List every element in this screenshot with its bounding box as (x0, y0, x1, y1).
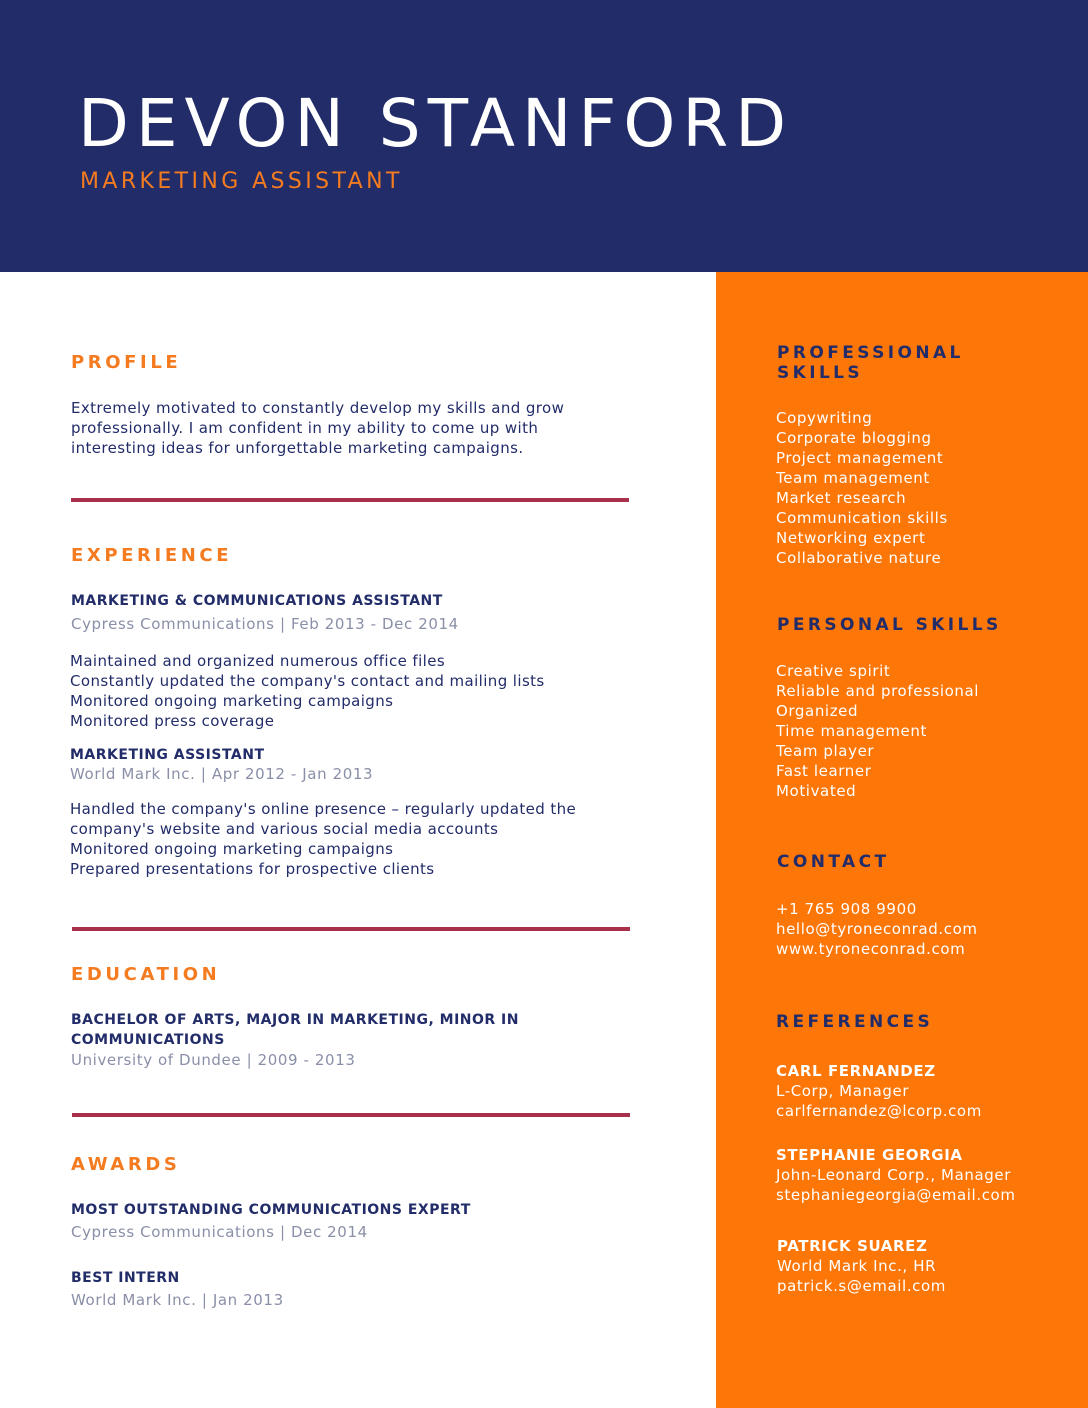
skill-item: Time management (776, 722, 927, 740)
award-meta: Cypress Communications | Dec 2014 (71, 1223, 368, 1241)
job-title: MARKETING & COMMUNICATIONS ASSISTANT (71, 593, 443, 609)
job-duty: Monitored ongoing marketing campaigns (70, 840, 394, 858)
reference-email[interactable]: carlfernandez@lcorp.com (776, 1102, 982, 1120)
contact-heading: CONTACT (777, 852, 890, 872)
contact-website[interactable]: www.tyroneconrad.com (776, 940, 966, 958)
skill-item: Networking expert (776, 529, 926, 547)
skill-item: Market research (776, 489, 907, 507)
award-title: MOST OUTSTANDING COMMUNICATIONS EXPERT (71, 1202, 471, 1218)
reference-role: John-Leonard Corp., Manager (776, 1166, 1012, 1184)
contact-list (776, 899, 978, 959)
section-divider (72, 927, 630, 931)
section-divider (72, 1113, 630, 1117)
reference-email[interactable]: patrick.s@email.com (777, 1277, 947, 1295)
award-meta: World Mark Inc. | Jan 2013 (71, 1291, 284, 1309)
reference-entry (776, 1061, 982, 1121)
job-duties (70, 799, 576, 879)
skill-item: Creative spirit (776, 662, 891, 680)
skill-item: Motivated (776, 782, 857, 800)
skill-item: Communication skills (776, 509, 948, 527)
candidate-role: MARKETING ASSISTANT (80, 169, 403, 194)
main-column (0, 272, 716, 1408)
sidebar-column (716, 272, 1088, 1408)
job-duties (70, 651, 545, 731)
job-duty: Maintained and organized numerous office files (70, 652, 446, 670)
reference-name: CARL FERNANDEZ (776, 1062, 936, 1080)
skill-item: Organized (776, 702, 859, 720)
job-duty: Constantly updated the company's contact and mailing lists (70, 672, 545, 690)
profile-text (71, 398, 564, 458)
candidate-name: DEVON STANFORD (78, 85, 794, 162)
heading-line: PROFESSIONAL (777, 343, 964, 363)
reference-entry (777, 1236, 946, 1296)
job-title: MARKETING ASSISTANT (70, 747, 265, 763)
skill-item: Fast learner (776, 762, 872, 780)
reference-role: L-Corp, Manager (776, 1082, 910, 1100)
job-meta: Cypress Communications | Feb 2013 - Dec 2014 (71, 615, 459, 633)
section-divider (71, 498, 629, 502)
experience-heading: EXPERIENCE (71, 545, 233, 566)
heading-line: SKILLS (777, 363, 864, 383)
skill-item: Copywriting (776, 409, 873, 427)
professional-skills-list (776, 408, 948, 568)
profile-line: professionally. I am confident in my ability to come up with (71, 419, 539, 437)
reference-entry (776, 1145, 1016, 1205)
reference-email[interactable]: stephaniegeorgia@email.com (776, 1186, 1016, 1204)
job-duty: Monitored ongoing marketing campaigns (70, 692, 394, 710)
skill-item: Collaborative nature (776, 549, 942, 567)
personal-skills-heading: PERSONAL SKILLS (777, 615, 1002, 635)
reference-role: World Mark Inc., HR (777, 1257, 937, 1275)
contact-email[interactable]: hello@tyroneconrad.com (776, 920, 978, 938)
degree-title: COMMUNICATIONS (71, 1032, 225, 1048)
profile-heading: PROFILE (71, 352, 182, 373)
job-meta: World Mark Inc. | Apr 2012 - Jan 2013 (70, 765, 374, 783)
job-duty: Prepared presentations for prospective clients (70, 860, 435, 878)
job-duty: company's website and various social media accounts (70, 820, 499, 838)
degree-title: BACHELOR OF ARTS, MAJOR IN MARKETING, MINOR IN (71, 1012, 519, 1028)
profile-line: interesting ideas for unforgettable marketing campaigns. (71, 439, 524, 457)
reference-name: STEPHANIE GEORGIA (776, 1146, 963, 1164)
resume-header (0, 0, 1088, 272)
personal-skills-list (776, 661, 979, 801)
profile-line: Extremely motivated to constantly develop my skills and grow (71, 399, 565, 417)
professional-skills-heading (777, 343, 964, 383)
award-title: BEST INTERN (71, 1270, 180, 1286)
skill-item: Project management (776, 449, 944, 467)
skill-item: Team player (776, 742, 875, 760)
skill-item: Team management (776, 469, 930, 487)
reference-name: PATRICK SUAREZ (777, 1237, 928, 1255)
references-heading: REFERENCES (776, 1012, 934, 1032)
job-duty: Handled the company's online presence – regularly updated the (70, 800, 577, 818)
education-meta: University of Dundee | 2009 - 2013 (71, 1051, 356, 1069)
skill-item: Corporate blogging (776, 429, 932, 447)
education-heading: EDUCATION (71, 964, 221, 985)
contact-phone[interactable]: +1 765 908 9900 (776, 900, 917, 918)
skill-item: Reliable and professional (776, 682, 980, 700)
job-duty: Monitored press coverage (70, 712, 275, 730)
awards-heading: AWARDS (71, 1154, 181, 1175)
